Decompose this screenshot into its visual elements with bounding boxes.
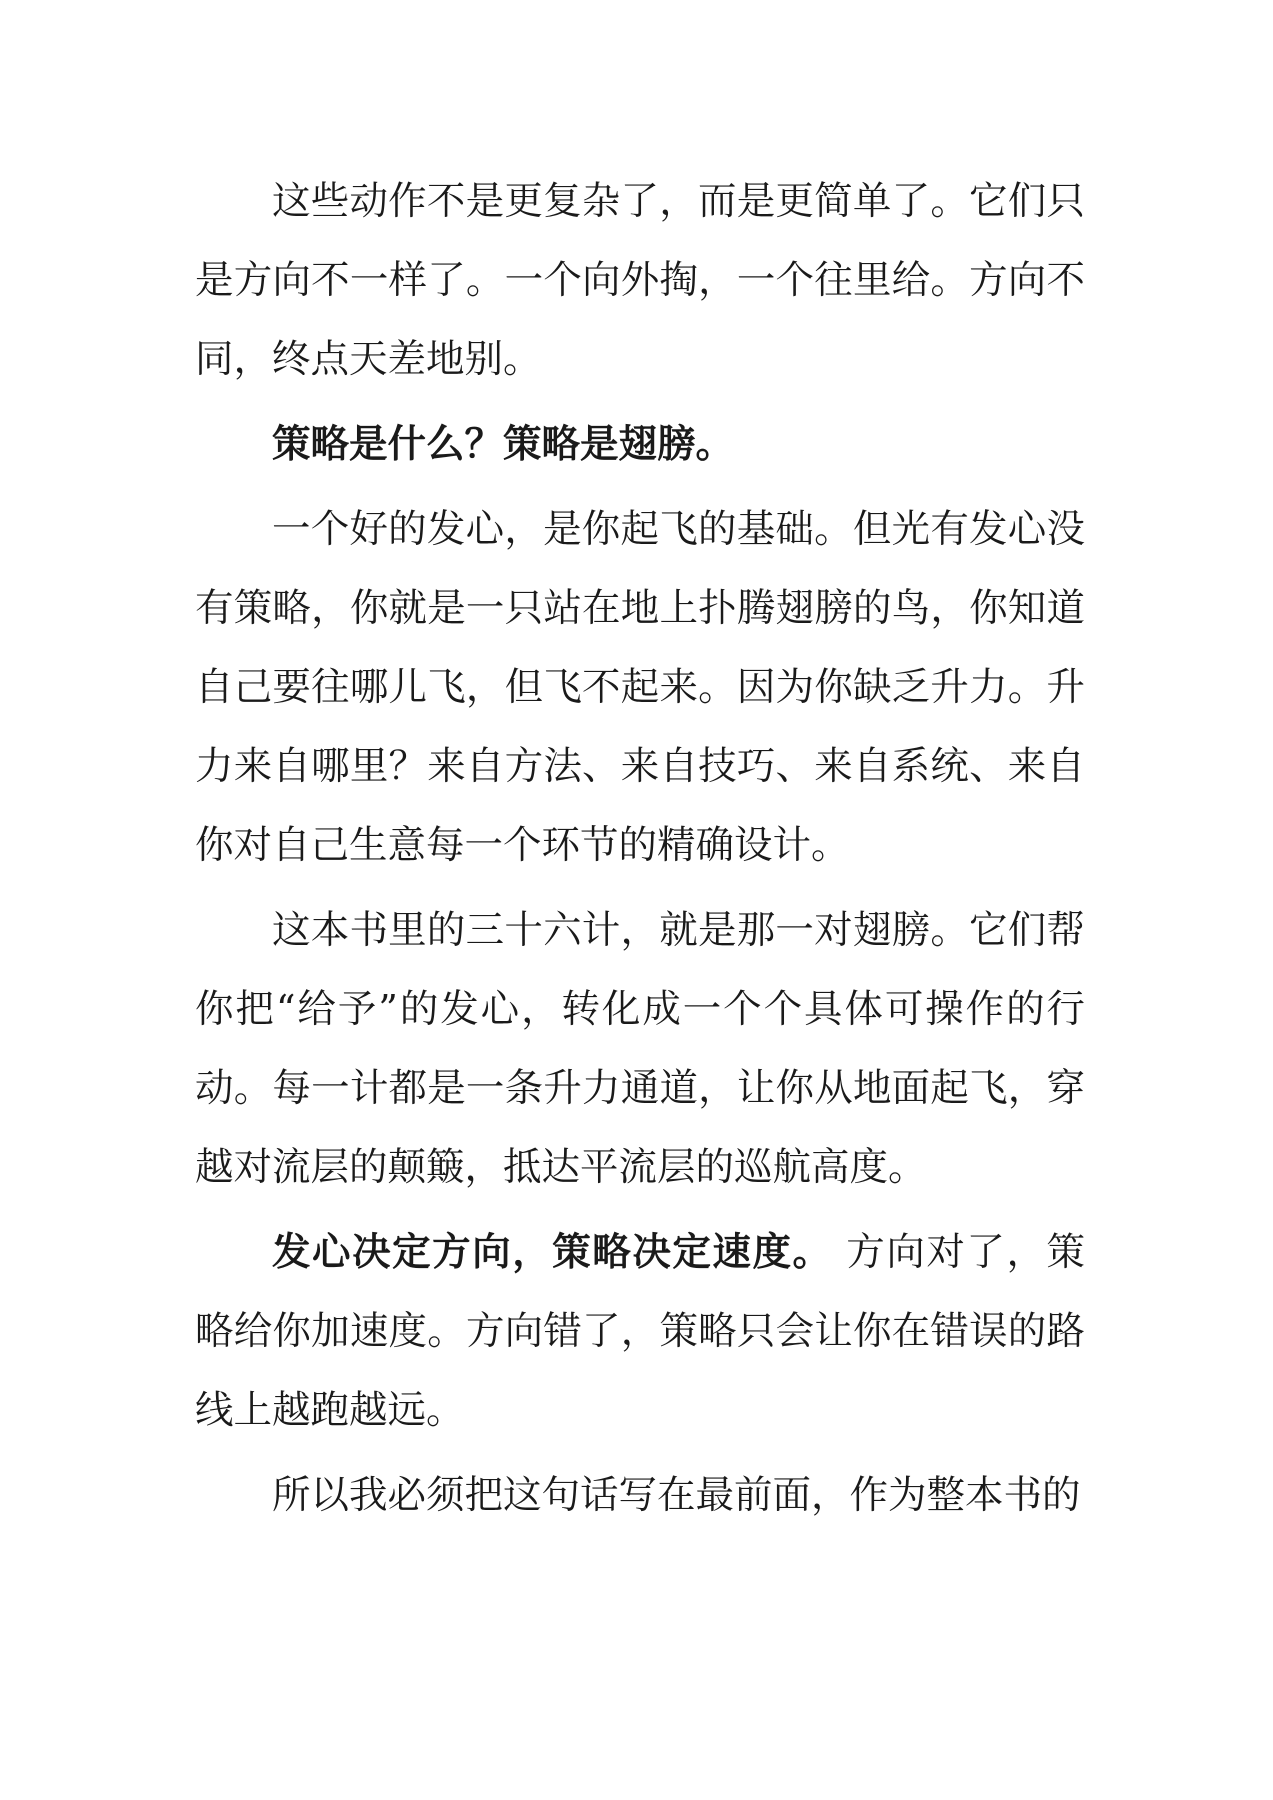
text-line: 动。每一计都是一条升力通道，让你从地面起飞，穿 <box>195 1066 1085 1111</box>
paragraph-wings <box>195 490 1085 885</box>
text-line: 一个好的发心，是你起飞的基础。但光有发心没 <box>272 507 1085 552</box>
text-line: 所以我必须把这句话写在最前面，作为整本书的 <box>272 1473 1081 1518</box>
text-line: 有策略，你就是一只站在地上扑腾翅膀的鸟，你知道 <box>195 586 1085 631</box>
section-heading-strategy: 策略是什么？策略是翅膀。 <box>272 422 735 467</box>
text-line: 同，终点天差地别。 <box>195 337 542 382</box>
text-line: 上越跑越远。 <box>233 1388 465 1433</box>
paragraph-thirty-six <box>195 891 1085 1207</box>
paragraph-speed <box>195 1213 1085 1450</box>
text-line: 是方向不一样了。一个向外掏，一个往里给。方向不 <box>195 258 1085 303</box>
text-line: 自己要往哪儿飞，但飞不起来。因为你缺乏升力。升 <box>195 665 1085 710</box>
text-line: 给你加速度。方向错了，策略只会让你在错误的路线 <box>195 1309 1085 1433</box>
paragraph-closing <box>195 1456 1085 1535</box>
text-line: 你把“给予”的发心，转化成一个个具体可操作的行 <box>195 987 1085 1032</box>
text-line: 越对流层的颠簸，抵达平流层的巡航高度。 <box>195 1145 927 1190</box>
document-body <box>195 162 1085 1541</box>
text-line: 这本书里的三十六计，就是那一对翅膀。它们帮 <box>272 908 1085 953</box>
paragraph-direction <box>195 162 1085 399</box>
text-line: 你对自己生意每一个环节的精确设计。 <box>195 823 850 868</box>
text-line: 力来自哪里？来自方法、来自技巧、来自系统、来自 <box>195 744 1085 789</box>
text-line: 方向对了，策略 <box>195 1230 1085 1354</box>
bold-lead-sentence: 发心决定方向，策略决定速度。 <box>272 1230 833 1275</box>
text-line: 这些动作不是更复杂了，而是更简单了。它们只 <box>272 179 1085 224</box>
